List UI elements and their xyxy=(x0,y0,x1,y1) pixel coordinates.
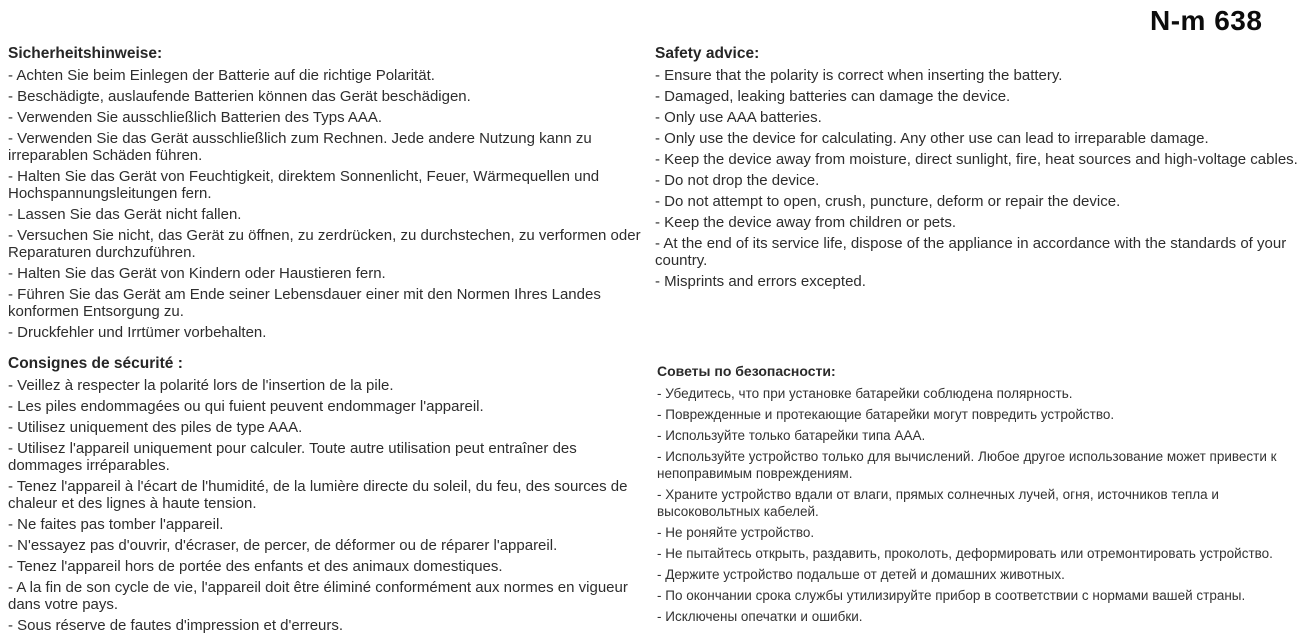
safety-item: - Используйте только батарейки типа AAA. xyxy=(657,428,926,443)
section-heading-german: Sicherheitshinweise: xyxy=(8,45,163,62)
safety-item: - Utilisez uniquement des piles de type AAA. xyxy=(8,419,303,436)
safety-item: - Держите устройство подальше от детей и домашних животных. xyxy=(657,567,1065,582)
safety-item: - Не пытайтесь открыть, раздавить, проколоть, деформировать или отремонтировать устройство. xyxy=(657,546,1273,561)
section-heading-french: Consignes de sécurité : xyxy=(8,355,183,372)
safety-item: - Поврежденные и протекающие батарейки могут повредить устройство. xyxy=(657,407,1115,422)
safety-item: - Halten Sie das Gerät von Feuchtigkeit, direktem Sonnenlicht, Feuer, Wärmequellen und Hochspannungsleitungen fern. xyxy=(8,168,600,202)
safety-item: - Lassen Sie das Gerät nicht fallen. xyxy=(8,206,242,223)
safety-item: - Do not drop the device. xyxy=(655,172,820,189)
safety-item: - Tenez l'appareil hors de portée des enfants et des animaux domestiques. xyxy=(8,558,503,575)
safety-item: - A la fin de son cycle de vie, l'appareil doit être éliminé conformément aux normes en vigueur dans votre pays. xyxy=(8,579,628,613)
safety-item: - Используйте устройство только для вычислений. Любое другое использование может привести к непоправимым повреждениям. xyxy=(657,449,1277,481)
section-heading-russian: Советы по безопасности: xyxy=(657,363,836,379)
safety-item: - Keep the device away from children or pets. xyxy=(655,214,956,231)
safety-item: - Verwenden Sie das Gerät ausschließlich zum Rechnen. Jede andere Nutzung kann zu irreparablen Schäden führen. xyxy=(8,130,592,164)
safety-item: - Не роняйте устройство. xyxy=(657,525,815,540)
safety-item: - Храните устройство вдали от влаги, прямых солнечных лучей, огня, источников тепла и высоковольтных кабелей. xyxy=(657,487,1219,519)
section-french xyxy=(8,355,648,638)
safety-item: - Beschädigte, auslaufende Batterien können das Gerät beschädigen. xyxy=(8,88,471,105)
safety-item: - Halten Sie das Gerät von Kindern oder Haustieren fern. xyxy=(8,265,386,282)
safety-item: - Veillez à respecter la polarité lors de l'insertion de la pile. xyxy=(8,377,394,394)
safety-item: - Achten Sie beim Einlegen der Batterie auf die richtige Polarität. xyxy=(8,67,435,84)
safety-item: - Utilisez l'appareil uniquement pour calculer. Toute autre utilisation peut entraîner des dommages irréparables. xyxy=(8,440,577,474)
safety-item: - Keep the device away from moisture, direct sunlight, fire, heat sources and high-voltage cables. xyxy=(655,151,1298,168)
safety-item: - N'essayez pas d'ouvrir, d'écraser, de percer, de déformer ou de réparer l'appareil. xyxy=(8,537,558,554)
safety-item: - Misprints and errors excepted. xyxy=(655,273,866,290)
section-english xyxy=(655,45,1300,294)
safety-item: - At the end of its service life, dispose of the appliance in accordance with the standards of your country. xyxy=(655,235,1287,269)
safety-item: - Only use the device for calculating. Any other use can lead to irreparable damage. xyxy=(655,130,1209,147)
safety-item: - Versuchen Sie nicht, das Gerät zu öffnen, zu zerdrücken, zu durchstechen, zu verformen oder Reparaturen durchzuführen. xyxy=(8,227,641,261)
safety-item: - Damaged, leaking batteries can damage the device. xyxy=(655,88,1011,105)
safety-item: - Исключены опечатки и ошибки. xyxy=(657,609,863,624)
safety-item: - По окончании срока службы утилизируйте прибор в соответствии с нормами вашей страны. xyxy=(657,588,1246,603)
section-heading-english: Safety advice: xyxy=(655,45,760,62)
safety-item: - Ensure that the polarity is correct when inserting the battery. xyxy=(655,67,1063,84)
section-items-english xyxy=(655,67,1300,290)
document-title: N-m 638 xyxy=(1150,5,1263,36)
section-items-german xyxy=(8,67,648,341)
safety-item: - Verwenden Sie ausschließlich Batterien des Typs AAA. xyxy=(8,109,383,126)
section-russian xyxy=(657,363,1299,629)
safety-item: - Do not attempt to open, crush, puncture, deform or repair the device. xyxy=(655,193,1121,210)
section-items-french xyxy=(8,377,648,634)
safety-item: - Sous réserve de fautes d'impression et d'erreurs. xyxy=(8,617,344,634)
safety-item: - Druckfehler und Irrtümer vorbehalten. xyxy=(8,324,267,341)
safety-item: - Führen Sie das Gerät am Ende seiner Lebensdauer einer mit den Normen Ihres Landes konformen Entsorgung zu. xyxy=(8,286,601,320)
safety-item: - Убедитесь, что при установке батарейки соблюдена полярность. xyxy=(657,386,1073,401)
section-german xyxy=(8,45,648,345)
safety-item: - Ne faites pas tomber l'appareil. xyxy=(8,516,224,533)
safety-item: - Les piles endommagées ou qui fuient peuvent endommager l'appareil. xyxy=(8,398,484,415)
section-items-russian xyxy=(657,385,1299,625)
safety-item: - Tenez l'appareil à l'écart de l'humidité, de la lumière directe du soleil, du feu, des sources de chaleur et des lignes à haute tension. xyxy=(8,478,628,512)
safety-item: - Only use AAA batteries. xyxy=(655,109,822,126)
